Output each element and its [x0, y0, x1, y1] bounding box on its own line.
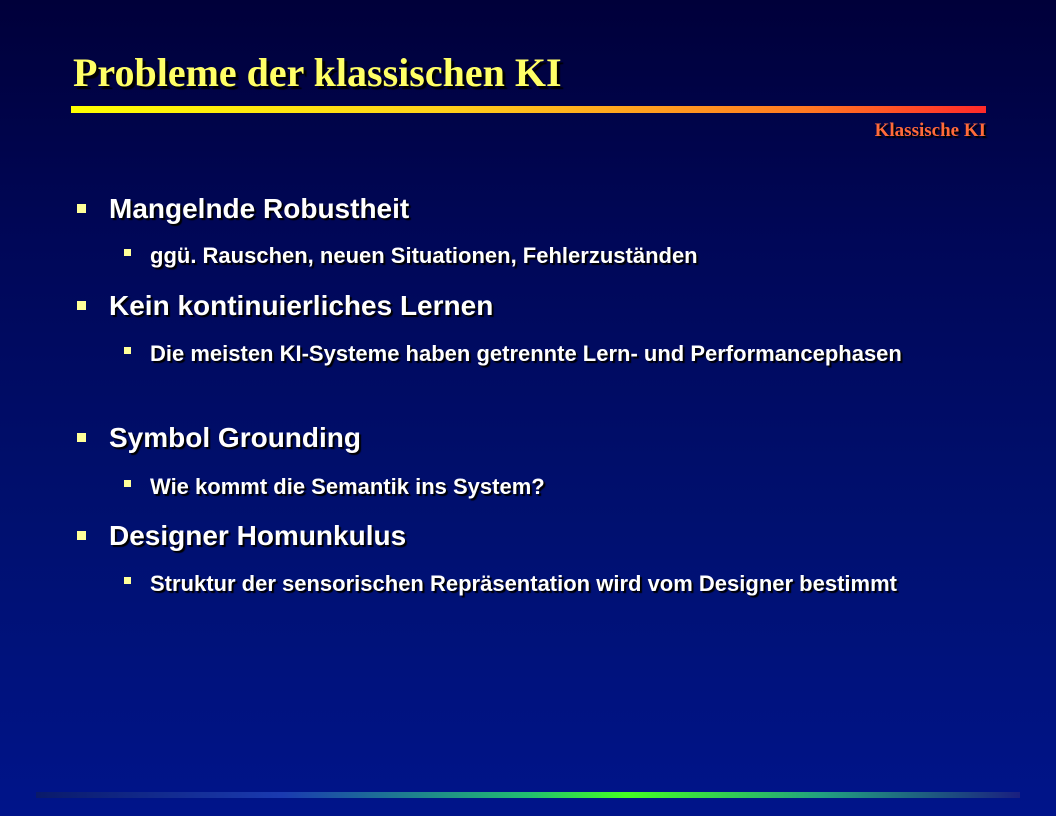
bullet-text: Designer Homunkulus — [109, 520, 407, 551]
bullet-item — [109, 421, 361, 455]
bullet-item — [109, 192, 409, 226]
slide-title: Probleme der klassischen KI — [73, 50, 562, 95]
sub-bullet-item — [150, 471, 910, 502]
sub-bullet-item — [150, 568, 910, 599]
square-bullet-icon — [77, 204, 86, 213]
bullet-text: Symbol Grounding — [109, 422, 361, 453]
sub-bullet-text: Wie kommt die Semantik ins System? — [150, 474, 545, 499]
sub-bullet-text: Struktur der sensorischen Repräsentation wird vom Designer bestimmt — [150, 571, 897, 596]
square-bullet-icon — [124, 249, 131, 256]
bullet-text: Kein kontinuierliches Lernen — [109, 290, 494, 321]
sub-bullet-item — [150, 338, 910, 369]
square-bullet-icon — [77, 433, 86, 442]
section-label: Klassische KI — [874, 120, 986, 141]
bullet-item — [109, 519, 406, 553]
square-bullet-icon — [77, 531, 86, 540]
footer-gradient-bar — [36, 792, 1020, 798]
title-underline — [71, 106, 986, 113]
sub-bullet-text: Die meisten KI-Systeme haben getrennte Lern- und Performancephasen — [150, 341, 902, 366]
square-bullet-icon — [124, 347, 131, 354]
sub-bullet-text: ggü. Rauschen, neuen Situationen, Fehlerzuständen — [150, 243, 698, 268]
bullet-item — [109, 289, 493, 323]
bullet-text: Mangelnde Robustheit — [109, 193, 410, 224]
square-bullet-icon — [124, 480, 131, 487]
square-bullet-icon — [124, 577, 131, 584]
square-bullet-icon — [77, 301, 86, 310]
sub-bullet-item — [150, 240, 910, 271]
